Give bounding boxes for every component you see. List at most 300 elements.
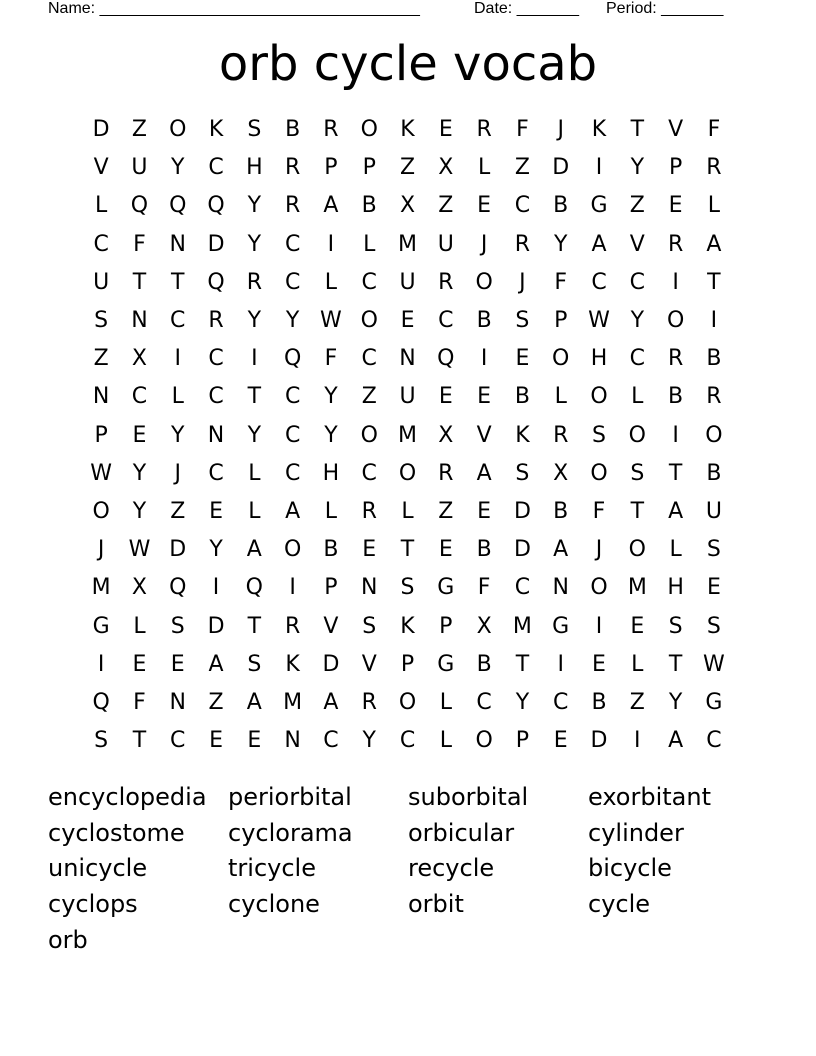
grid-letter: B xyxy=(323,537,339,563)
grid-letter: H xyxy=(246,155,263,181)
grid-letter: T xyxy=(515,651,530,677)
grid-letter: O xyxy=(283,537,302,563)
grid-letter: B xyxy=(553,193,569,219)
word-bank-item: exorbitant xyxy=(588,783,711,811)
grid-letter: B xyxy=(476,308,492,334)
grid-letter: B xyxy=(553,498,569,524)
grid-letter: T xyxy=(171,269,185,295)
grid-letter: B xyxy=(591,689,607,715)
grid-letter: I xyxy=(174,346,181,372)
grid-letter: S xyxy=(362,613,377,639)
grid-letter: V xyxy=(93,155,109,181)
grid-letter: E xyxy=(209,498,223,524)
grid-letter: E xyxy=(438,384,453,410)
grid-letter: Q xyxy=(437,346,455,372)
grid-letter: N xyxy=(207,422,225,448)
grid-letter: L xyxy=(439,689,452,715)
grid-letter: N xyxy=(169,231,186,257)
grid-letter: A xyxy=(476,460,492,486)
grid-letter: L xyxy=(669,537,682,563)
grid-letter: L xyxy=(707,193,721,219)
grid-letter: Y xyxy=(553,231,568,257)
grid-letter: E xyxy=(400,308,415,334)
grid-letter: L xyxy=(171,384,184,410)
grid-letter: O xyxy=(398,460,417,486)
grid-letter: F xyxy=(707,117,721,143)
grid-letter: L xyxy=(324,269,338,295)
grid-letter: K xyxy=(208,117,224,143)
grid-letter: I xyxy=(212,575,220,601)
grid-letter: S xyxy=(592,422,606,448)
grid-letter: S xyxy=(706,613,721,639)
grid-letter: C xyxy=(208,460,224,486)
grid-letter: Z xyxy=(514,155,530,181)
grid-letter: Y xyxy=(171,155,185,181)
grid-letter: M xyxy=(512,613,532,639)
grid-letter: Z xyxy=(131,117,147,143)
grid-letter: O xyxy=(92,498,110,524)
grid-letter: J xyxy=(595,537,603,563)
grid-letter: K xyxy=(591,117,607,143)
grid-letter: E xyxy=(592,651,606,677)
grid-row xyxy=(82,149,734,187)
grid-letter: W xyxy=(320,308,342,334)
grid-letter: Q xyxy=(207,269,225,295)
grid-letter: J xyxy=(519,269,526,295)
grid-letter: Q xyxy=(169,575,187,601)
grid-letter: L xyxy=(439,728,452,754)
grid-row xyxy=(82,187,734,225)
grid-letter: C xyxy=(361,346,377,372)
grid-letter: Y xyxy=(285,308,300,334)
grid-letter: Z xyxy=(208,689,224,715)
grid-letter: U xyxy=(399,269,416,295)
grid-letter: Y xyxy=(247,422,262,448)
grid-letter: Y xyxy=(209,537,223,563)
grid-letter: Y xyxy=(132,498,147,524)
grid-letter: Y xyxy=(515,689,530,715)
grid-letter: R xyxy=(667,231,684,257)
grid-letter: A xyxy=(246,689,262,715)
grid-letter: E xyxy=(132,422,147,448)
grid-letter: E xyxy=(438,117,453,143)
grid-letter: L xyxy=(631,651,644,677)
grid-letter: L xyxy=(554,384,567,410)
grid-row xyxy=(82,722,734,760)
grid-letter: I xyxy=(595,613,603,639)
grid-letter: Z xyxy=(629,689,645,715)
grid-letter: P xyxy=(324,575,338,601)
grid-letter: T xyxy=(707,269,721,295)
grid-letter: Z xyxy=(93,346,109,372)
grid-letter: C xyxy=(553,689,569,715)
grid-letter: S xyxy=(170,613,185,639)
grid-letter: V xyxy=(668,117,684,143)
grid-letter: P xyxy=(554,308,568,334)
word-bank-item: cycle xyxy=(588,890,651,919)
grid-letter: X xyxy=(399,193,416,219)
grid-letter: P xyxy=(94,422,108,448)
grid-row xyxy=(82,226,734,264)
grid-letter: C xyxy=(93,231,109,257)
grid-letter: R xyxy=(438,269,454,295)
grid-letter: U xyxy=(93,269,110,295)
grid-letter: A xyxy=(553,537,569,563)
grid-letter: A xyxy=(285,498,301,524)
grid-letter: N xyxy=(552,575,569,601)
grid-letter: G xyxy=(437,651,455,677)
grid-letter: A xyxy=(246,537,262,563)
grid-letter: I xyxy=(672,422,679,448)
grid-letter: R xyxy=(246,269,262,295)
grid-letter: S xyxy=(515,460,530,486)
grid-letter: Y xyxy=(247,308,262,334)
grid-letter: R xyxy=(208,308,224,334)
grid-letter: D xyxy=(552,155,570,181)
word-bank-item: orbicular xyxy=(408,818,515,847)
grid-letter: M xyxy=(398,231,418,257)
grid-letter: R xyxy=(667,346,684,372)
grid-letter: C xyxy=(284,231,301,257)
grid-row xyxy=(82,531,734,569)
grid-row xyxy=(82,340,734,378)
grid-letter: U xyxy=(437,231,454,257)
grid-letter: E xyxy=(515,346,530,372)
grid-letter: H xyxy=(322,460,340,486)
grid-letter: V xyxy=(629,231,645,257)
word-bank-item: recycle xyxy=(408,854,495,883)
grid-letter: F xyxy=(133,231,146,257)
grid-letter: K xyxy=(515,422,530,448)
word-bank xyxy=(48,780,768,959)
grid-letter: M xyxy=(91,575,111,601)
grid-letter: I xyxy=(557,651,564,677)
grid-letter: O xyxy=(590,460,608,486)
grid-letter: I xyxy=(595,155,603,181)
grid-letter: C xyxy=(361,269,377,295)
grid-letter: E xyxy=(706,575,721,601)
word-bank-item: suborbital xyxy=(408,783,529,811)
grid-letter: P xyxy=(439,613,453,639)
grid-letter: C xyxy=(476,689,492,715)
grid-letter: B xyxy=(706,346,722,372)
grid-letter: B xyxy=(285,117,301,143)
grid-letter: Z xyxy=(629,193,645,219)
grid-letter: C xyxy=(399,728,416,754)
grid-letter: E xyxy=(438,537,453,563)
grid-letter: X xyxy=(553,460,569,486)
grid-letter: S xyxy=(247,117,262,143)
grid-letter: A xyxy=(323,689,339,715)
grid-letter: C xyxy=(131,384,148,410)
grid-letter: N xyxy=(92,384,110,410)
grid-letter: F xyxy=(477,575,491,601)
grid-letter: E xyxy=(553,728,568,754)
word-bank-item: encyclopedia xyxy=(48,783,207,811)
grid-letter: C xyxy=(706,728,722,754)
grid-letter: Q xyxy=(169,193,187,219)
word-bank-item: cyclone xyxy=(228,890,320,919)
grid-letter: O xyxy=(398,689,417,715)
grid-letter: C xyxy=(208,346,224,372)
grid-letter: P xyxy=(324,155,338,181)
grid-letter: C xyxy=(361,460,377,486)
grid-letter: L xyxy=(477,155,491,181)
word-bank-item: cylinder xyxy=(588,818,684,847)
grid-letter: O xyxy=(169,117,187,143)
grid-letter: L xyxy=(401,498,414,524)
grid-letter: U xyxy=(705,498,722,524)
grid-row xyxy=(82,455,734,493)
grid-letter: D xyxy=(513,537,531,563)
letter-grid xyxy=(82,111,734,760)
grid-letter: E xyxy=(170,651,185,677)
grid-letter: I xyxy=(634,728,641,754)
grid-letter: W xyxy=(703,651,725,677)
grid-letter: O xyxy=(475,269,493,295)
grid-letter: K xyxy=(400,117,415,143)
grid-letter: A xyxy=(323,193,339,219)
grid-letter: H xyxy=(590,346,608,372)
grid-letter: I xyxy=(480,346,488,372)
grid-letter: J xyxy=(557,117,564,143)
grid-letter: M xyxy=(398,422,418,448)
grid-letter: Q xyxy=(245,575,263,601)
grid-letter: A xyxy=(591,231,607,257)
grid-row xyxy=(82,607,734,645)
grid-letter: Q xyxy=(283,346,302,372)
grid-letter: P xyxy=(668,155,683,181)
grid-letter: Y xyxy=(362,728,376,754)
grid-letter: O xyxy=(590,575,608,601)
grid-letter: G xyxy=(705,689,723,715)
grid-letter: Z xyxy=(438,193,454,219)
grid-letter: E xyxy=(362,537,377,563)
grid-letter: F xyxy=(324,346,338,372)
grid-letter: B xyxy=(668,384,684,410)
grid-letter: L xyxy=(363,231,376,257)
grid-letter: P xyxy=(515,728,530,754)
grid-letter: Y xyxy=(324,384,338,410)
grid-letter: D xyxy=(513,498,531,524)
grid-letter: X xyxy=(438,422,454,448)
grid-letter: E xyxy=(209,728,223,754)
grid-letter: S xyxy=(94,728,109,754)
word-bank-item: cyclorama xyxy=(228,818,353,847)
word-bank-item: unicycle xyxy=(48,854,148,883)
grid-letter: W xyxy=(588,308,610,334)
grid-letter: R xyxy=(438,460,454,486)
grid-letter: T xyxy=(247,613,262,639)
grid-letter: F xyxy=(516,117,529,143)
grid-letter: O xyxy=(666,308,685,334)
grid-letter: C xyxy=(629,269,645,295)
grid-letter: C xyxy=(323,728,339,754)
grid-letter: E xyxy=(477,498,492,524)
name-field-label: Name: ____________________________________ xyxy=(48,0,420,17)
grid-letter: E xyxy=(630,613,645,639)
grid-letter: V xyxy=(361,651,377,677)
grid-letter: Y xyxy=(668,689,683,715)
grid-row xyxy=(82,302,734,340)
grid-letter: C xyxy=(629,346,645,372)
grid-letter: F xyxy=(133,689,146,715)
grid-letter: C xyxy=(208,384,224,410)
grid-letter: X xyxy=(476,613,492,639)
grid-letter: E xyxy=(247,728,262,754)
grid-letter: I xyxy=(97,651,105,677)
grid-letter: M xyxy=(627,575,647,601)
grid-letter: J xyxy=(174,460,181,486)
grid-letter: O xyxy=(705,422,723,448)
grid-row xyxy=(82,493,734,531)
grid-letter: T xyxy=(630,498,645,524)
grid-letter: L xyxy=(248,460,261,486)
grid-letter: R xyxy=(706,155,722,181)
grid-letter: X xyxy=(131,575,147,601)
date-field-label: Date: _______ xyxy=(474,0,579,17)
grid-letter: I xyxy=(672,269,679,295)
grid-letter: D xyxy=(207,231,225,257)
grid-letter: C xyxy=(208,155,224,181)
grid-letter: J xyxy=(480,231,488,257)
grid-letter: Z xyxy=(361,384,377,410)
word-bank-item: bicycle xyxy=(588,854,672,883)
grid-letter: O xyxy=(590,384,608,410)
grid-letter: A xyxy=(668,498,684,524)
grid-letter: W xyxy=(90,460,113,486)
page-title: orb cycle vocab xyxy=(218,36,598,92)
grid-row xyxy=(82,378,734,416)
grid-letter: S xyxy=(247,651,262,677)
grid-letter: Y xyxy=(324,422,338,448)
grid-letter: D xyxy=(207,613,225,639)
grid-letter: A xyxy=(706,231,722,257)
grid-letter: N xyxy=(399,346,416,372)
grid-letter: D xyxy=(322,651,340,677)
grid-letter: R xyxy=(284,155,301,181)
grid-letter: B xyxy=(476,537,492,563)
grid-letter: Q xyxy=(92,689,110,715)
grid-letter: J xyxy=(97,537,105,563)
grid-letter: S xyxy=(706,537,721,563)
grid-letter: K xyxy=(400,613,415,639)
grid-letter: Z xyxy=(438,498,454,524)
grid-letter: K xyxy=(285,651,300,677)
grid-letter: O xyxy=(360,117,378,143)
grid-letter: D xyxy=(169,537,187,563)
grid-letter: T xyxy=(400,537,415,563)
grid-row xyxy=(82,569,734,607)
grid-letter: S xyxy=(400,575,415,601)
grid-row xyxy=(82,417,734,455)
grid-letter: V xyxy=(476,422,492,448)
grid-letter: Y xyxy=(171,422,185,448)
grid-letter: R xyxy=(361,498,377,524)
grid-row xyxy=(82,646,734,684)
grid-letter: C xyxy=(514,193,531,219)
grid-letter: A xyxy=(668,728,684,754)
grid-letter: R xyxy=(361,689,377,715)
grid-letter: G xyxy=(590,193,608,219)
grid-letter: I xyxy=(327,231,335,257)
grid-letter: R xyxy=(284,193,301,219)
grid-letter: R xyxy=(553,422,569,448)
grid-letter: T xyxy=(668,651,683,677)
grid-letter: O xyxy=(628,422,646,448)
grid-letter: U xyxy=(131,155,148,181)
grid-letter: O xyxy=(475,728,493,754)
grid-letter: I xyxy=(251,346,258,372)
grid-letter: N xyxy=(169,689,186,715)
grid-letter: L xyxy=(324,498,338,524)
grid-letter: X xyxy=(131,346,147,372)
grid-letter: P xyxy=(362,155,376,181)
grid-letter: X xyxy=(438,155,454,181)
grid-letter: N xyxy=(131,308,148,334)
grid-letter: L xyxy=(248,498,261,524)
grid-letter: Z xyxy=(170,498,186,524)
word-bank-item: tricycle xyxy=(228,854,316,883)
grid-letter: C xyxy=(284,422,301,448)
grid-letter: M xyxy=(283,689,303,715)
grid-letter: Y xyxy=(630,155,645,181)
grid-row xyxy=(82,111,734,149)
grid-row xyxy=(82,264,734,302)
word-bank-item: orbit xyxy=(408,890,464,919)
word-bank-item: cyclops xyxy=(48,890,138,919)
grid-letter: E xyxy=(477,193,492,219)
grid-letter: F xyxy=(592,498,606,524)
grid-letter: S xyxy=(668,613,683,639)
grid-letter: R xyxy=(284,613,301,639)
grid-letter: Y xyxy=(132,460,147,486)
grid-letter: Q xyxy=(130,193,149,219)
grid-letter: Y xyxy=(247,231,262,257)
grid-letter: L xyxy=(133,613,146,639)
grid-letter: R xyxy=(476,117,492,143)
grid-letter: V xyxy=(323,613,339,639)
grid-letter: R xyxy=(706,384,722,410)
grid-letter: E xyxy=(668,193,683,219)
grid-letter: E xyxy=(132,651,147,677)
grid-letter: T xyxy=(630,117,645,143)
grid-letter: Q xyxy=(207,193,225,219)
grid-letter: G xyxy=(552,613,570,639)
grid-row xyxy=(82,684,734,722)
grid-letter: E xyxy=(477,384,492,410)
grid-letter: B xyxy=(514,384,530,410)
grid-letter: B xyxy=(706,460,722,486)
grid-letter: O xyxy=(628,537,646,563)
grid-letter: N xyxy=(360,575,378,601)
grid-letter: C xyxy=(514,575,531,601)
grid-letter: G xyxy=(437,575,455,601)
grid-letter: T xyxy=(132,269,147,295)
grid-letter: D xyxy=(92,117,110,143)
grid-letter: O xyxy=(360,308,378,334)
grid-letter: B xyxy=(476,651,492,677)
grid-letter: C xyxy=(284,384,301,410)
grid-letter: L xyxy=(95,193,108,219)
grid-letter: H xyxy=(667,575,684,601)
grid-letter: S xyxy=(630,460,645,486)
grid-letter: T xyxy=(247,384,262,410)
grid-letter: I xyxy=(710,308,718,334)
grid-letter: C xyxy=(170,308,186,334)
grid-letter: S xyxy=(94,308,109,334)
grid-letter: R xyxy=(514,231,531,257)
